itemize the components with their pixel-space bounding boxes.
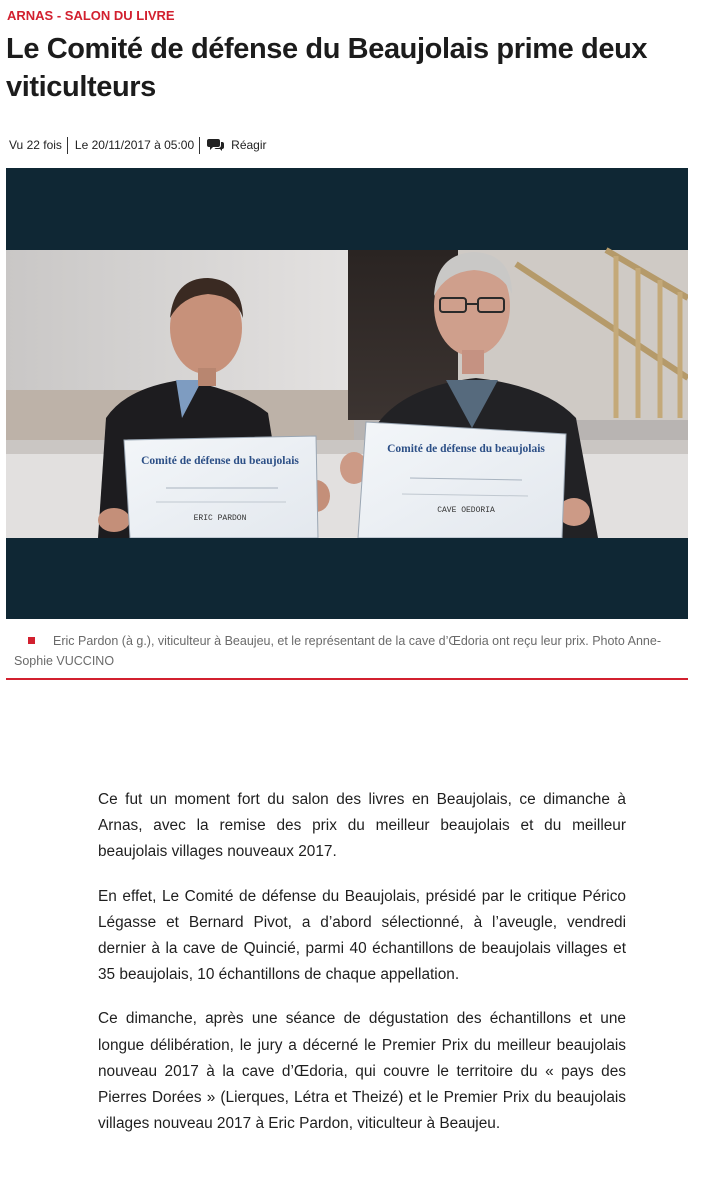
meta-divider [199,137,200,154]
section-kicker: ARNAS - SALON DU LIVRE [7,8,175,23]
article-title: Le Comité de défense du Beaujolais prime deux viticulteurs [6,33,648,103]
react-link[interactable]: Réagir [231,138,267,152]
article-photo [6,168,688,619]
certificate-left [124,436,318,538]
certificate-left-heading: Comité de défense du beaujolais [141,455,299,467]
caption-divider [6,678,688,680]
body-paragraph: Ce dimanche, après une séance de dégustation des échantillons et une longue délibération, le jury a décerné le Premier Prix du meilleur beaujolais nouveau 2017 à la cave d’Œdoria, qui couvre le territoire du « pays des Pierres Dorées » (Lierques, Létra et Theizé) et le Premier Prix du beaujolais villages nouveau 2017 à Eric Pardon, viticulteur à Beaujeu. [98,1010,626,1133]
photo-caption [14,631,686,671]
certificate-right-heading: Comité de défense du beaujolais [387,443,545,455]
certificate-left-name: ERIC PARDON [193,514,247,523]
body-paragraph: En effet, Le Comité de défense du Beaujolais, présidé par le critique Périco Légasse et Bernard Pivot, a d’abord sélectionné, à l’aveugle, vendredi dernier à la cave de Quincié, parmi 40 échantillons de beaujolais villages et 35 beaujolais, 10 échantillons de chaque appellation. [98,887,626,984]
body-paragraph: Ce fut un moment fort du salon des livres en Beaujolais, ce dimanche à Arnas, avec la remise des prix du meilleur beaujolais et du meilleur beaujolais villages nouveaux 2017. [98,791,626,861]
photo-credit: Photo Anne-Sophie VUCCINO [14,634,661,668]
certificate-right-name: CAVE OEDORIA [437,506,495,515]
certificate-right [358,422,566,538]
meta-divider [67,137,68,154]
comment-bubble-icon[interactable] [207,138,224,152]
article-meta [9,135,267,155]
photo-illustration [6,168,688,619]
caption-text: Eric Pardon (à g.), viticulteur à Beaujeu, et le représentant de la cave d’Œdoria ont reçu leur prix. [53,634,589,648]
article-body [98,787,626,1155]
view-count: Vu 22 fois [9,138,62,152]
publish-date: Le 20/11/2017 à 05:00 [74,138,195,152]
caption-bullet-icon [28,637,35,644]
